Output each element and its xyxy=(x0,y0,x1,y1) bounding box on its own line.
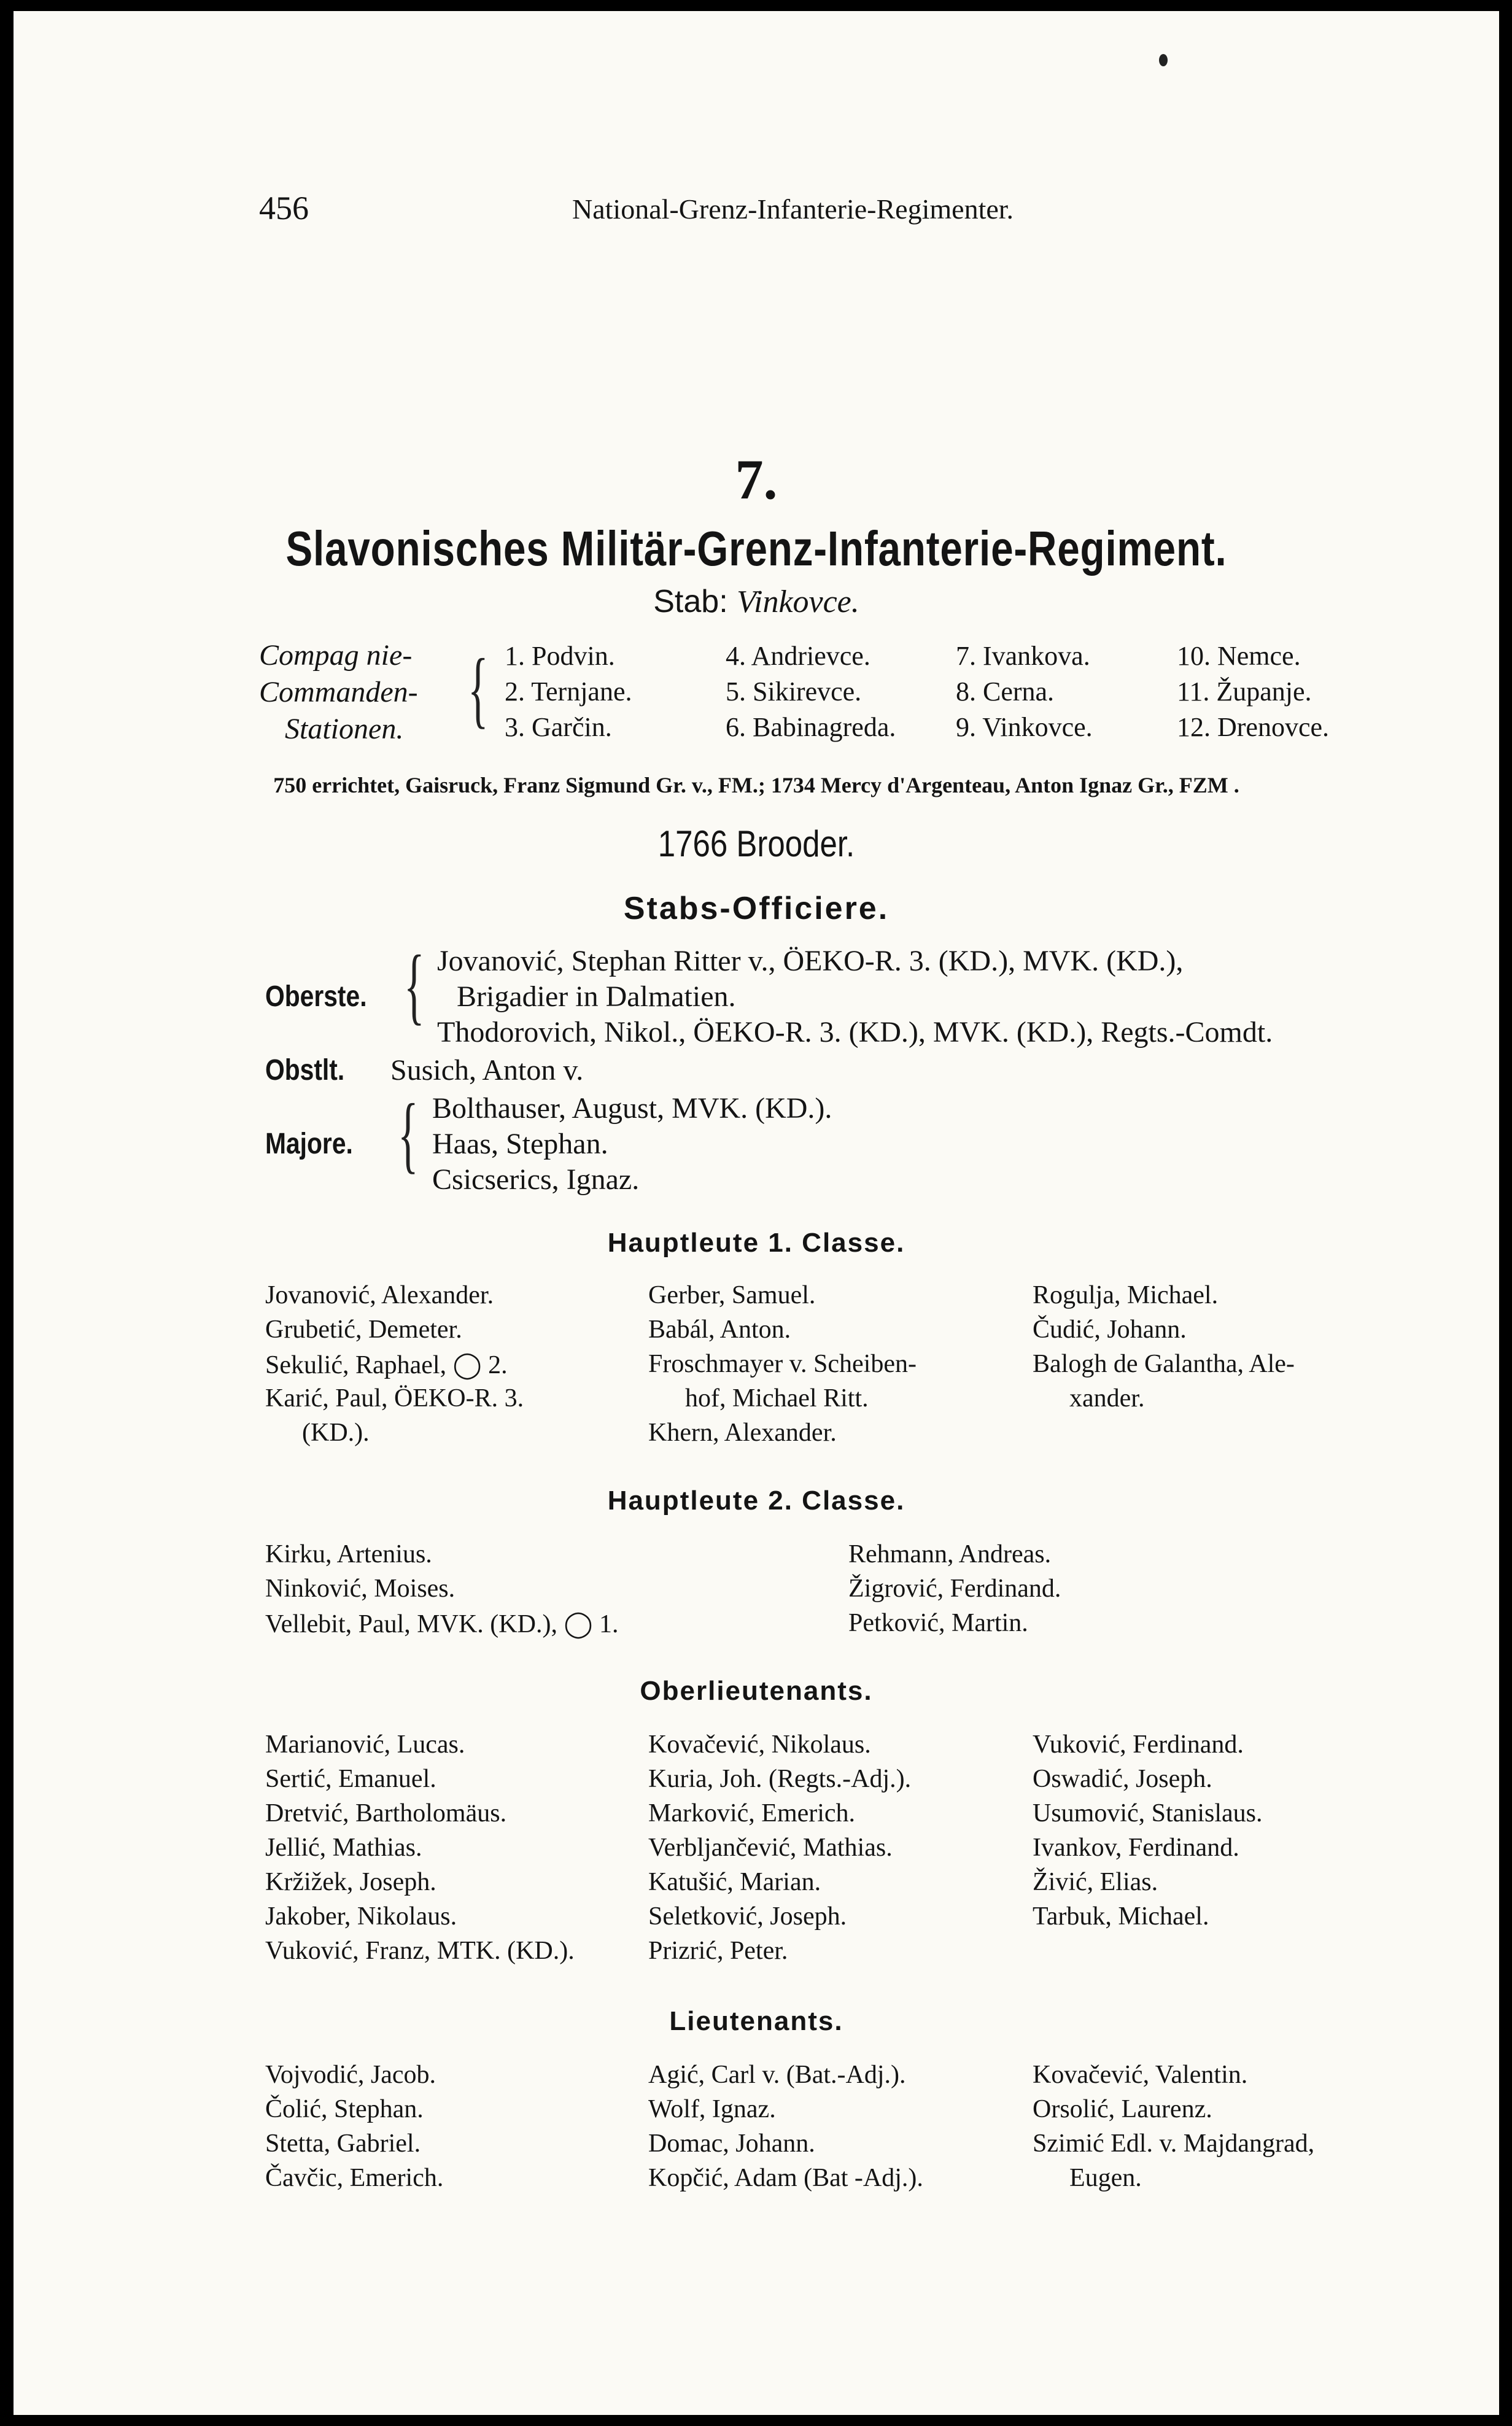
regiment-number: 7. xyxy=(735,448,778,511)
olt-c2-r3: Marković, Emerich. xyxy=(648,1799,856,1827)
hl1-c1-r5: (KD.). xyxy=(302,1419,370,1447)
year-title: 1766 Brooder. xyxy=(657,823,855,864)
lt-c3-r4: Eugen. xyxy=(1069,2164,1142,2192)
oberst-1-line-1: Jovanović, Stephan Ritter v., ÖEKO-R. 3. (KD.), MVK. (KD.), xyxy=(437,945,1184,977)
hauptleute-2-heading: Hauptleute 2. Classe. xyxy=(607,1486,905,1516)
lt-c2-r4: Kopčić, Adam (Bat -Adj.). xyxy=(648,2164,923,2192)
oberste-label: Oberste. xyxy=(265,980,367,1013)
station-12: 12. Drenovce. xyxy=(1177,712,1330,742)
lt-c3-r2: Orsolić, Laurenz. xyxy=(1033,2095,1212,2123)
olt-c3-r1: Vuković, Ferdinand. xyxy=(1033,1730,1244,1759)
olt-c2-r5: Katušić, Marian. xyxy=(648,1868,821,1896)
olt-c2-r1: Kovačević, Nikolaus. xyxy=(648,1730,871,1759)
lt-c1-r4: Čavčic, Emerich. xyxy=(265,2164,444,2192)
hl2-c1-r3: Vellebit, Paul, MVK. (KD.), ◯ 1. xyxy=(265,1610,619,1638)
olt-c2-r6: Seletković, Joseph. xyxy=(648,1902,847,1931)
hl1-c2-r4: hof, Michael Ritt. xyxy=(685,1384,869,1413)
majore-brace: { xyxy=(398,1087,419,1182)
hl2-c1-r1: Kirku, Artenius. xyxy=(265,1540,432,1568)
lt-c2-r2: Wolf, Ignaz. xyxy=(648,2095,776,2123)
station-6: 6. Babinagreda. xyxy=(726,712,896,742)
olt-c2-r4: Verbljančević, Mathias. xyxy=(648,1834,893,1862)
olt-c3-r4: Ivankov, Ferdinand. xyxy=(1033,1834,1239,1862)
hl1-c1-r4: Karić, Paul, ÖEKO-R. 3. xyxy=(265,1384,524,1413)
stations-label-1: Compag nie- xyxy=(259,639,413,672)
olt-c3-r5: Živić, Elias. xyxy=(1033,1868,1158,1896)
stations-label-2: Commanden- xyxy=(259,676,418,708)
station-10: 10. Nemce. xyxy=(1177,641,1301,671)
major-1: Bolthauser, August, MVK. (KD.). xyxy=(432,1092,832,1125)
station-9: 9. Vinkovce. xyxy=(956,712,1093,742)
oberst-2: Thodorovich, Nikol., ÖEKO-R. 3. (KD.), MVK. (KD.), Regts.-Comdt. xyxy=(437,1016,1273,1048)
hl2-c1-r2: Ninković, Moises. xyxy=(265,1575,456,1603)
station-1: 1. Podvin. xyxy=(505,641,615,671)
olt-c1-r7: Vuković, Franz, MTK. (KD.). xyxy=(265,1937,575,1965)
lt-c2-r1: Agić, Carl v. (Bat.-Adj.). xyxy=(648,2061,906,2089)
olt-c1-r3: Dretvić, Bartholomäus. xyxy=(265,1799,507,1827)
hauptleute-1-heading: Hauptleute 1. Classe. xyxy=(607,1228,905,1258)
obstlt-label: Obstlt. xyxy=(265,1054,345,1087)
majore-label: Majore. xyxy=(265,1128,353,1160)
hl1-c3-r2: Čudić, Johann. xyxy=(1033,1316,1187,1344)
stab-line xyxy=(14,583,1499,620)
oberst-1-line-2: Brigadier in Dalmatien. xyxy=(457,980,736,1013)
hl2-c2-r3: Petković, Martin. xyxy=(848,1609,1028,1637)
station-7: 7. Ivankova. xyxy=(956,641,1090,671)
running-title: National-Grenz-Infanterie-Regimenter. xyxy=(572,193,1014,225)
station-2: 2. Ternjane. xyxy=(505,676,632,707)
regiment-history: 750 errichtet, Gaisruck, Franz Sigmund Gr. v., FM.; 1734 Mercy d'Argenteau, Anton Ignaz Gr., FZM . xyxy=(273,773,1239,797)
station-8: 8. Cerna. xyxy=(956,676,1055,707)
station-3: 3. Garčin. xyxy=(505,712,612,742)
hl1-c3-r1: Rogulja, Michael. xyxy=(1033,1281,1219,1309)
hl1-c2-r3: Froschmayer v. Scheiben- xyxy=(648,1350,917,1378)
olt-c2-r7: Prizrić, Peter. xyxy=(648,1937,788,1965)
hl1-c1-r2: Grubetić, Demeter. xyxy=(265,1316,462,1344)
station-11: 11. Županje. xyxy=(1177,676,1312,707)
olt-c1-r5: Kržižek, Joseph. xyxy=(265,1868,436,1896)
oberlieutenants-heading: Oberlieutenants. xyxy=(640,1676,873,1706)
hl1-c3-r4: xander. xyxy=(1069,1384,1145,1413)
olt-c2-r2: Kuria, Joh. (Regts.-Adj.). xyxy=(648,1765,912,1793)
lt-c1-r3: Stetta, Gabriel. xyxy=(265,2130,421,2158)
major-2: Haas, Stephan. xyxy=(432,1128,608,1160)
hl2-c2-r2: Žigrović, Ferdinand. xyxy=(848,1575,1061,1603)
hl1-c2-r5: Khern, Alexander. xyxy=(648,1419,837,1447)
olt-c3-r3: Usumović, Stanislaus. xyxy=(1033,1799,1263,1827)
major-3: Csicserics, Ignaz. xyxy=(432,1163,640,1196)
olt-c1-r1: Marianović, Lucas. xyxy=(265,1730,465,1759)
obstlt-name: Susich, Anton v. xyxy=(390,1054,584,1087)
stabs-officiere-heading: Stabs-Officiere. xyxy=(623,891,890,926)
lt-c1-r1: Vojvodić, Jacob. xyxy=(265,2061,436,2089)
lt-c3-r1: Kovačević, Valentin. xyxy=(1033,2061,1248,2089)
olt-c1-r2: Sertić, Emanuel. xyxy=(265,1765,436,1793)
olt-c1-r6: Jakober, Nikolaus. xyxy=(265,1902,457,1931)
olt-c3-r6: Tarbuk, Michael. xyxy=(1033,1902,1209,1931)
oberste-brace: { xyxy=(404,938,425,1033)
hl1-c2-r2: Babál, Anton. xyxy=(648,1316,791,1344)
scanned-page xyxy=(14,11,1499,2415)
station-4: 4. Andrievce. xyxy=(726,641,870,671)
hl1-c1-r3: Sekulić, Raphael, ◯ 2. xyxy=(265,1351,508,1379)
olt-c1-r4: Jellić, Mathias. xyxy=(265,1834,422,1862)
hl1-c3-r3: Balogh de Galantha, Ale- xyxy=(1033,1350,1295,1378)
hl2-c2-r1: Rehmann, Andreas. xyxy=(848,1540,1052,1568)
lt-c1-r2: Čolić, Stephan. xyxy=(265,2095,424,2123)
lieutenants-heading: Lieutenants. xyxy=(669,2006,843,2036)
station-5: 5. Sikirevce. xyxy=(726,676,862,707)
regiment-title: Slavonisches Militär-Grenz-Infanterie-Regiment. xyxy=(285,521,1227,576)
lt-c3-r3: Szimić Edl. v. Majdangrad, xyxy=(1033,2130,1315,2158)
hl1-c2-r1: Gerber, Samuel. xyxy=(648,1281,816,1309)
page-number: 456 xyxy=(259,190,309,227)
hl1-c1-r1: Jovanović, Alexander. xyxy=(265,1281,494,1309)
stab-label: Stab: xyxy=(653,584,728,619)
stations-label-3: Stationen. xyxy=(285,713,404,745)
ink-spot xyxy=(1159,54,1168,66)
stations-brace: { xyxy=(468,641,489,737)
stab-place: Vinkovce. xyxy=(737,584,859,619)
lt-c2-r3: Domac, Johann. xyxy=(648,2130,815,2158)
olt-c3-r2: Oswadić, Joseph. xyxy=(1033,1765,1212,1793)
